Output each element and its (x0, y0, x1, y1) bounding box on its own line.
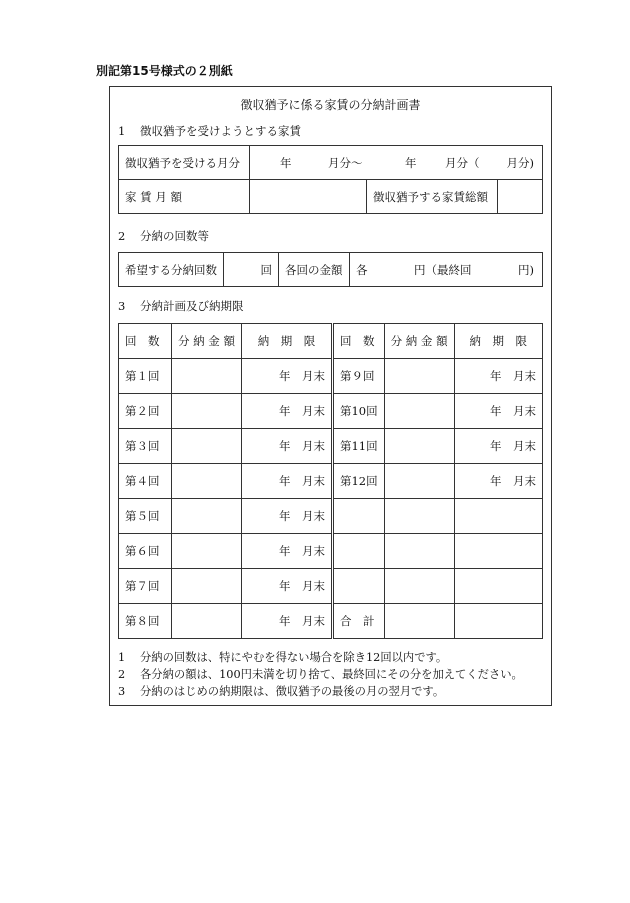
header-count-right: 回 数 (332, 324, 384, 359)
notes (118, 649, 523, 700)
total-label: 合 計 (332, 604, 384, 639)
section3-heading: 3 分納計画及び納期限 (118, 299, 244, 313)
table-row: 第７回 年 月末 (119, 569, 543, 604)
amount-field[interactable] (384, 534, 454, 569)
amount-field[interactable] (172, 394, 242, 429)
amount-field[interactable] (172, 499, 242, 534)
payment-plan-table (118, 323, 543, 639)
amount-field[interactable] (384, 569, 454, 604)
months-period-field[interactable]: 年 月分〜 年 月分（ 月分) (250, 146, 543, 180)
total-field[interactable] (498, 180, 543, 214)
rent-label: 家 賃 月 額 (119, 180, 250, 214)
table-row: 第１回 年 月末 第９回 年 月末 (119, 359, 543, 394)
amount-field[interactable] (172, 359, 242, 394)
amount-field[interactable] (384, 359, 454, 394)
section2-heading: 2 分納の回数等 (118, 229, 209, 243)
table-row: 第５回 年 月末 (119, 499, 543, 534)
note-item: 1 分納の回数は、特にやむを得ない場合を除き12回以内です。 (118, 651, 448, 664)
table-row: 第４回 年 月末 第12回 年 月末 (119, 464, 543, 499)
amount-field[interactable] (384, 499, 454, 534)
amount-field[interactable] (384, 464, 454, 499)
header-amount-left: 分 納 金 額 (172, 324, 242, 359)
amount-field[interactable] (172, 464, 242, 499)
total-label: 徴収猶予する家賃総額 (367, 180, 498, 214)
rent-field[interactable] (250, 180, 367, 214)
table-row: 第８回 年 月末 合 計 (119, 604, 543, 639)
amount-field[interactable] (172, 569, 242, 604)
header-count-left: 回 数 (119, 324, 172, 359)
each-amount-label: 各回の金額 (279, 253, 350, 287)
months-label: 徴収猶予を受ける月分 (119, 146, 250, 180)
form-title: 徴収猶予に係る家賃の分納計画書 (240, 98, 421, 112)
table-row: 第６回 年 月末 (119, 534, 543, 569)
table-row: 第３回 年 月末 第11回 年 月末 (119, 429, 543, 464)
desired-count-field[interactable]: 回 (224, 253, 279, 287)
section1-heading: 1 徴収猶予を受けようとする家賃 (118, 124, 301, 138)
table-row: 第２回 年 月末 第10回 年 月末 (119, 394, 543, 429)
form-frame (109, 86, 552, 706)
note-item: 3 分納のはじめの納期限は、徴収猶予の最後の月の翌月です。 (118, 685, 445, 698)
each-amount-field[interactable]: 各 円（最終回 円) (350, 253, 543, 287)
amount-field[interactable] (172, 534, 242, 569)
amount-field[interactable] (384, 429, 454, 464)
amount-field[interactable] (384, 394, 454, 429)
desired-count-label: 希望する分納回数 (119, 253, 224, 287)
note-item: 2 各分納の額は、100円未満を切り捨て、最終回にその分を加えてください。 (118, 668, 523, 681)
total-amount-field[interactable] (384, 604, 454, 639)
installment-count-table (118, 252, 543, 287)
amount-field[interactable] (172, 604, 242, 639)
form-header: 別記第15号様式の２別紙 (96, 64, 233, 78)
header-due-right: 納 期 限 (454, 324, 542, 359)
header-due-left: 納 期 限 (241, 324, 332, 359)
deferral-table (118, 145, 543, 214)
header-amount-right: 分 納 金 額 (384, 324, 454, 359)
amount-field[interactable] (172, 429, 242, 464)
